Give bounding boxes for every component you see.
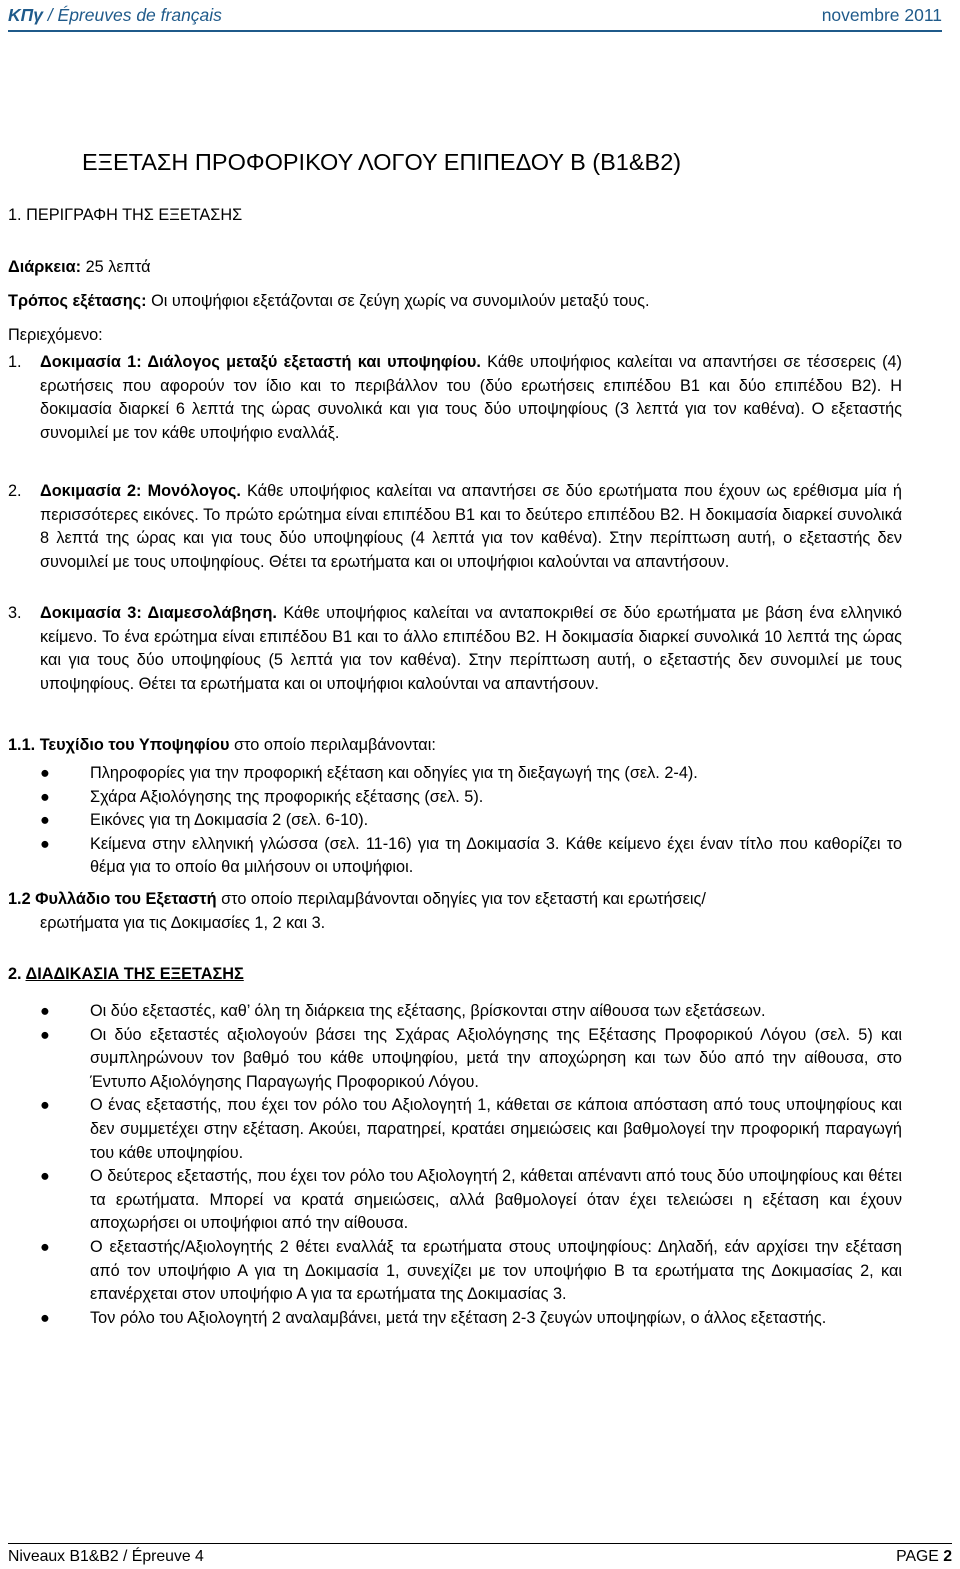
sheet-text: στο οποίο περιλαμβάνονται οδηγίες για τον εξεταστή και ερωτήσεις/ [216,890,706,908]
list-item [40,762,902,786]
list-item-text: Εικόνες για τη Δοκιμασία 2 (σελ. 6-10). [90,811,369,830]
test-item-number: 3. [8,604,22,622]
footer-left: Niveaux B1&B2 / Épreuve 4 [8,1547,204,1565]
test-item-number: 2. [8,482,22,500]
bullet-icon: ● [40,787,50,806]
page-label: PAGE [896,1547,944,1565]
test-item-text: Κάθε υποψήφιος καλείται να απαντήσει σε δύο ερωτήματα που έχουν ως ερέθισμα μία ή περισσότερες εικόνες. Το πρώτο ερώτημα είναι επιπέδου Β1 και το δεύτερο επιπέδου Β2. Η δοκιμασία διαρκεί συνολικά 8 λεπτά της ώρας και για τους δύο υποψηφίους (4 λεπτά για τον καθένα). Στην περίπτωση αυτή, ο εξεταστής δεν συνομιλεί με τους υποψηφίους. Θέτει τα ερωτήματα και οι υποψήφιοι καλούνται να απαντήσουν. [40,482,902,571]
duration-line [8,257,150,278]
list-item-text: Τον ρόλο του Αξιολογητή 2 αναλαμβάνει, μετά την εξέταση 2-3 ζευγών υποψηφίων, ο άλλος εξεταστής. [90,1308,827,1327]
content-label: Περιεχόμενο: [8,326,103,344]
test-item-number: 1. [8,353,22,371]
section2-number: 2. [8,965,26,983]
list-item [40,833,902,880]
method-line [8,291,650,312]
list-item-text: Ο δεύτερος εξεταστής, που έχει τον ρόλο του Αξιολογητή 2, κάθεται απέναντι από τους δύο υποψηφίους και θέτει τα ερωτήματα. Μπορεί να κρατά σημειώσεις, αλλά βαθμολογεί όταν έχει τελειώσει η εξέταση και έχουν αποχωρήσει οι υποψήφιοι από την αίθουσα. [90,1167,902,1233]
procedure-list [40,1000,902,1330]
list-item-text: Πληροφορίες για την προφορική εξέταση και οδηγίες για τη διεξαγωγή της (σελ. 2-4). [90,764,698,782]
page-number [896,1548,952,1566]
sheet-line [8,889,706,910]
list-item-text: Οι δύο εξεταστές, καθ’ όλη τη διάρκεια της εξέτασης, βρίσκονται στην αίθουσα των εξετάσεων. [90,1002,766,1020]
booklet-list [40,762,902,880]
list-item [40,809,902,833]
booklet-line [8,735,436,756]
test-item-2 [8,480,902,574]
list-item [40,1307,902,1331]
test-item-1 [8,351,902,445]
bullet-icon: ● [40,1025,50,1044]
page-number-value: 2 [943,1547,952,1565]
test-item-title: Δοκιμασία 2: Μονόλογος. [40,482,241,500]
list-item [40,786,902,810]
section2-heading [8,965,244,984]
bullet-icon: ● [40,1096,50,1115]
header-date: novembre 2011 [821,4,942,25]
list-item [40,1024,902,1095]
header-left [8,5,222,26]
bullet-icon: ● [40,1002,50,1020]
bullet-icon: ● [40,811,50,830]
header-brand: ΚΠγ [8,4,43,25]
test-item-3 [8,602,902,696]
duration-value: 25 λεπτά [81,258,151,276]
page-title: ΕΞΕΤΑΣΗ ΠΡΟΦΟΡΙΚΟΥ ΛΟΓΟΥ ΕΠΙΠΕΔΟΥ Β (Β1&Β2) [82,149,682,175]
section2-title: ΔΙΑΔΙΚΑΣΙΑ ΤΗΣ ΕΞΕΤΑΣΗΣ [25,965,244,983]
booklet-text: στο οποίο περιλαμβάνονται: [229,736,436,754]
test-item-text: Κάθε υποψήφιος καλείται να ανταποκριθεί σε δύο ερωτήματα με βάση ένα ελληνικό κείμενο. Το ένα ερώτημα είναι επιπέδου Β1 και το άλλο επιπέδου Β2. Η δοκιμασία διαρκεί συνολικά 10 λεπτά της ώρας και για τους δύο υποψηφίους (5 λεπτά για τον καθένα). Στην περίπτωση αυτή, ο εξεταστής δεν συνομιλεί με τους υποψηφίους. Θέτει τα ερωτήματα και οι υποψήφιοι καλούνται να απαντήσουν. [40,604,902,693]
list-item-text: Οι δύο εξεταστές αξιολογούν βάσει της Σχάρας Αξιολόγησης της Εξέτασης Προφορικού Λόγου (σελ. 5) και συμπληρώνουν τον βαθμό του κάθε υποψηφίου, μετά την αποχώρηση και των δύο από την αίθουσα, στο Έντυπο Αξιολόγησης Παραγωγής Προφορικού Λόγου. [90,1025,902,1091]
duration-label: Διάρκεια: [8,258,82,276]
page-footer [8,1543,952,1569]
sheet-line-2: ερωτήματα για τις Δοκιμασίες 1, 2 και 3. [40,914,326,932]
test-item-title: Δοκιμασία 1: Διάλογος μεταξύ εξεταστή και υποψηφίου. [40,353,481,371]
bullet-icon: ● [40,1167,50,1186]
bullet-icon: ● [40,1237,50,1256]
list-item [40,1236,902,1307]
page-header [8,0,942,32]
section1-heading: 1. ΠΕΡΙΓΡΑΦΗ ΤΗΣ ΕΞΕΤΑΣΗΣ [8,206,243,224]
booklet-number: 1.1. [8,736,36,754]
sheet-number: 1.2 [8,890,31,908]
list-item [40,1000,902,1024]
list-item-text: Ο ένας εξεταστής, που έχει τον ρόλο του Αξιολογητή 1, κάθεται σε κάποια απόσταση από τους υποψηφίους και δεν συμμετέχει στην εξέταση. Ακούει, παρατηρεί, κρατάει σημειώσεις και βαθμολογεί την προφορική παραγωγή του κάθε υποψηφίου. [90,1096,902,1162]
bullet-icon: ● [40,834,50,853]
header-subtitle: / Épreuves de français [42,4,222,25]
list-item [40,1094,902,1165]
list-item [40,1165,902,1236]
method-value: Οι υποψήφιοι εξετάζονται σε ζεύγη χωρίς να συνομιλούν μεταξύ τους. [146,292,650,310]
bullet-icon: ● [40,1308,50,1327]
booklet-title: Τευχίδιο του Υποψηφίου [35,736,230,754]
sheet-title: Φυλλάδιο του Εξεταστή [30,890,217,908]
list-item-text: Ο εξεταστής/Αξιολογητής 2 θέτει εναλλάξ τα ερωτήματα στους υποψηφίους: Δηλαδή, εάν αρχίσει την εξέταση από τον υποψήφιο Α για τη Δοκιμασία 1, συνεχίζει με τον υποψήφιο Β τα ερωτήματα της Δοκιμασίας 2, και επανέρχεται στον υποψήφιο Α για τα ερωτήματα της Δοκιμασίας 3. [90,1237,902,1304]
list-item-text: Σχάρα Αξιολόγησης της προφορικής εξέτασης (σελ. 5). [90,787,484,806]
test-item-title: Δοκιμασία 3: Διαμεσολάβηση. [40,604,277,622]
test-item-text: Κάθε υποψήφιος καλείται να απαντήσει σε τέσσερεις (4) ερωτήσεις που αφορούν τον ίδιο και το περιβάλλον του (δύο ερωτήσεις επιπέδου Β1 και δύο επιπέδου Β2). Η δοκιμασία διαρκεί 6 λεπτά της ώρας συνολικά και για τους δύο υποψηφίους (3 λεπτά για τον καθένα). Ο εξεταστής συνομιλεί με τον κάθε υποψήφιο εναλλάξ. [40,353,902,442]
method-label: Τρόπος εξέτασης: [8,292,147,310]
list-item-text: Κείμενα στην ελληνική γλώσσα (σελ. 11-16) για τη Δοκιμασία 3. Κάθε κείμενο έχει έναν τίτλο που καθορίζει το θέμα για το οποίο θα μιλήσουν οι υποψήφιοι. [90,834,902,877]
bullet-icon: ● [40,764,50,782]
